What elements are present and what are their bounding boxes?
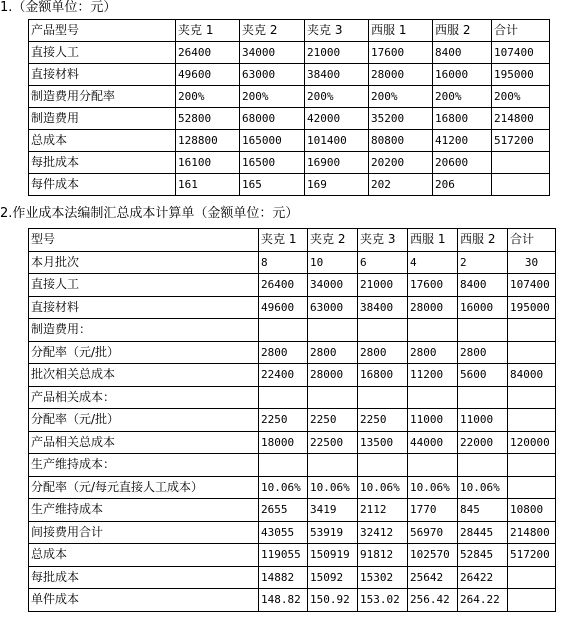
table-cell: 2800 (458, 341, 508, 364)
table-cell (508, 409, 556, 432)
table-row (29, 476, 556, 499)
table-cell: 68000 (240, 108, 305, 130)
row-label: 分配率（元/批） (29, 409, 259, 432)
table-cell: 11200 (408, 364, 458, 387)
table-row (29, 566, 556, 589)
table-cell: 22500 (308, 431, 358, 454)
table-cell: 21000 (305, 42, 369, 64)
table-cell: 63000 (240, 64, 305, 86)
table-cell (508, 341, 556, 364)
table-cell: 6 (358, 251, 408, 274)
row-label: 总成本 (29, 130, 176, 152)
table-cell (508, 476, 556, 499)
column-header: 西服 1 (408, 229, 458, 252)
table-cell: 845 (458, 499, 508, 522)
table-cell: 11000 (408, 409, 458, 432)
table-cell: 53919 (308, 521, 358, 544)
table-row (29, 364, 556, 387)
table-cell: 195000 (492, 64, 550, 86)
row-label: 直接人工 (29, 274, 259, 297)
table-cell: 2655 (259, 499, 308, 522)
row-label: 分配率（元/每元直接人工成本） (29, 476, 259, 499)
table-cell: 101400 (305, 130, 369, 152)
table-cell: 15302 (358, 566, 408, 589)
table-cell: 10.06% (259, 476, 308, 499)
table-cell (259, 319, 308, 342)
section1-heading: 1.（金额单位：元） (0, 0, 117, 15)
table-cell: 52800 (176, 108, 240, 130)
row-label: 总成本 (29, 544, 259, 567)
table-cell: 8400 (433, 42, 492, 64)
row-label: 产品相关成本： (29, 386, 259, 409)
table-cell: 200% (176, 86, 240, 108)
row-label: 生产维持成本： (29, 454, 259, 477)
table-cell: 11000 (458, 409, 508, 432)
table-row (29, 130, 550, 152)
table-cell: 200% (369, 86, 433, 108)
table-cell: 20200 (369, 152, 433, 174)
table-cell: 38400 (358, 296, 408, 319)
traditional-cost-table (28, 19, 550, 196)
table-cell: 16800 (358, 364, 408, 387)
table-cell: 2112 (358, 499, 408, 522)
column-header: 夹克 1 (259, 229, 308, 252)
table-row (29, 431, 556, 454)
table-cell: 26400 (259, 274, 308, 297)
table-cell: 214800 (508, 521, 556, 544)
table-cell: 102570 (408, 544, 458, 567)
table-cell: 16100 (176, 152, 240, 174)
table-cell (408, 386, 458, 409)
table-cell: 2800 (408, 341, 458, 364)
table-cell: 26422 (458, 566, 508, 589)
column-header: 夹克 3 (358, 229, 408, 252)
table-cell: 49600 (176, 64, 240, 86)
table-cell (358, 386, 408, 409)
row-label: 批次相关总成本 (29, 364, 259, 387)
table-cell: 49600 (259, 296, 308, 319)
table-cell: 161 (176, 174, 240, 196)
table-cell: 16500 (240, 152, 305, 174)
table-cell: 2250 (308, 409, 358, 432)
table-row (29, 64, 550, 86)
row-label: 直接人工 (29, 42, 176, 64)
column-header: 夹克 1 (176, 20, 240, 42)
table-cell: 517200 (508, 544, 556, 567)
table-cell (259, 386, 308, 409)
table-cell (508, 566, 556, 589)
table-cell (508, 454, 556, 477)
table-cell: 63000 (308, 296, 358, 319)
table-cell: 10.06% (358, 476, 408, 499)
column-header: 夹克 3 (305, 20, 369, 42)
table-cell: 16000 (433, 64, 492, 86)
table-cell: 14882 (259, 566, 308, 589)
row-label: 直接材料 (29, 64, 176, 86)
table1-header-row (29, 20, 550, 42)
column-header: 合计 (508, 229, 556, 252)
table-cell (408, 454, 458, 477)
table-cell (308, 454, 358, 477)
column-header: 西服 2 (458, 229, 508, 252)
table-cell: 35200 (369, 108, 433, 130)
table-cell: 120000 (508, 431, 556, 454)
table-cell (408, 319, 458, 342)
table-cell: 34000 (240, 42, 305, 64)
table-row (29, 108, 550, 130)
table-cell (308, 319, 358, 342)
table-cell: 28000 (369, 64, 433, 86)
table-cell: 10.06% (458, 476, 508, 499)
table-row (29, 454, 556, 477)
table-cell (259, 454, 308, 477)
table-cell: 150919 (308, 544, 358, 567)
table-row (29, 499, 556, 522)
table-row (29, 251, 556, 274)
table-cell (492, 174, 550, 196)
table-cell (492, 152, 550, 174)
table-row (29, 589, 556, 612)
table-cell: 17600 (369, 42, 433, 64)
row-label: 制造费用分配率 (29, 86, 176, 108)
table-cell (308, 386, 358, 409)
table-cell: 153.02 (358, 589, 408, 612)
table-cell: 2250 (259, 409, 308, 432)
table-cell: 20600 (433, 152, 492, 174)
table-cell: 10.06% (408, 476, 458, 499)
row-label: 分配率（元/批） (29, 341, 259, 364)
table-cell: 2800 (259, 341, 308, 364)
table-cell: 1770 (408, 499, 458, 522)
table-cell: 16000 (458, 296, 508, 319)
row-label: 本月批次 (29, 251, 259, 274)
table-cell: 80800 (369, 130, 433, 152)
table-cell: 214800 (492, 108, 550, 130)
column-header: 合计 (492, 20, 550, 42)
table-cell: 34000 (308, 274, 358, 297)
table-cell: 10 (308, 251, 358, 274)
table-cell: 256.42 (408, 589, 458, 612)
table-cell: 38400 (305, 64, 369, 86)
table-cell: 169 (305, 174, 369, 196)
table-cell (458, 319, 508, 342)
table-cell (358, 319, 408, 342)
table-row (29, 296, 556, 319)
table-cell: 17600 (408, 274, 458, 297)
table-row (29, 174, 550, 196)
table-cell: 21000 (358, 274, 408, 297)
table-cell: 25642 (408, 566, 458, 589)
table-cell: 5600 (458, 364, 508, 387)
table-cell (508, 319, 556, 342)
row-label: 产品相关总成本 (29, 431, 259, 454)
table-cell: 43055 (259, 521, 308, 544)
table-cell: 2250 (358, 409, 408, 432)
table-row (29, 86, 550, 108)
table-row (29, 319, 556, 342)
table-cell: 10.06% (308, 476, 358, 499)
table-cell: 28000 (408, 296, 458, 319)
row-label: 每批成本 (29, 152, 176, 174)
table-cell: 195000 (508, 296, 556, 319)
table-cell: 18000 (259, 431, 308, 454)
table-cell: 148.82 (259, 589, 308, 612)
table-cell (358, 454, 408, 477)
table-cell: 41200 (433, 130, 492, 152)
table-cell: 16800 (433, 108, 492, 130)
table-row (29, 152, 550, 174)
table-cell: 2800 (358, 341, 408, 364)
table-row (29, 544, 556, 567)
table-cell: 52845 (458, 544, 508, 567)
table-row (29, 42, 550, 64)
table-cell: 165000 (240, 130, 305, 152)
table-cell: 107400 (492, 42, 550, 64)
table-cell: 206 (433, 174, 492, 196)
table-cell: 3419 (308, 499, 358, 522)
table-cell: 200% (240, 86, 305, 108)
table-cell: 84000 (508, 364, 556, 387)
table-cell: 32412 (358, 521, 408, 544)
table-cell: 264.22 (458, 589, 508, 612)
table-cell (508, 386, 556, 409)
row-label: 制造费用： (29, 319, 259, 342)
row-label: 生产维持成本 (29, 499, 259, 522)
row-label: 制造费用 (29, 108, 176, 130)
table-cell: 4 (408, 251, 458, 274)
table-cell: 16900 (305, 152, 369, 174)
table-cell: 2800 (308, 341, 358, 364)
table-cell: 119055 (259, 544, 308, 567)
section2-heading: 2.作业成本法编制汇总成本计算单（金额单位：元） (0, 206, 299, 221)
row-label: 单件成本 (29, 589, 259, 612)
table-cell: 30 (508, 251, 556, 274)
table-cell: 44000 (408, 431, 458, 454)
table-cell: 8 (259, 251, 308, 274)
table-cell: 56970 (408, 521, 458, 544)
table-cell (508, 589, 556, 612)
column-header: 型号 (29, 229, 259, 252)
table-cell: 107400 (508, 274, 556, 297)
table-cell: 10800 (508, 499, 556, 522)
column-header: 夹克 2 (308, 229, 358, 252)
table-cell: 28000 (308, 364, 358, 387)
column-header: 西服 1 (369, 20, 433, 42)
table-cell: 202 (369, 174, 433, 196)
table-cell: 8400 (458, 274, 508, 297)
table-cell: 22000 (458, 431, 508, 454)
table-row (29, 521, 556, 544)
table-cell: 15092 (308, 566, 358, 589)
row-label: 每件成本 (29, 174, 176, 196)
column-header: 夹克 2 (240, 20, 305, 42)
table-cell: 150.92 (308, 589, 358, 612)
table-cell: 165 (240, 174, 305, 196)
table-cell (458, 454, 508, 477)
table-cell: 26400 (176, 42, 240, 64)
table2-header-row (29, 229, 556, 252)
table-cell: 28445 (458, 521, 508, 544)
activity-based-cost-table (28, 228, 556, 612)
column-header: 西服 2 (433, 20, 492, 42)
table-row (29, 341, 556, 364)
table-cell: 22400 (259, 364, 308, 387)
row-label: 每批成本 (29, 566, 259, 589)
table-cell: 42000 (305, 108, 369, 130)
table-cell: 91812 (358, 544, 408, 567)
row-label: 直接材料 (29, 296, 259, 319)
table-cell: 200% (305, 86, 369, 108)
table-row (29, 386, 556, 409)
table-cell: 128800 (176, 130, 240, 152)
table-cell: 2 (458, 251, 508, 274)
table-row (29, 409, 556, 432)
table-cell: 517200 (492, 130, 550, 152)
row-label: 间接费用合计 (29, 521, 259, 544)
table-row (29, 274, 556, 297)
table-cell: 13500 (358, 431, 408, 454)
table-cell: 200% (433, 86, 492, 108)
table-cell: 200% (492, 86, 550, 108)
table-cell (458, 386, 508, 409)
column-header: 产品型号 (29, 20, 176, 42)
